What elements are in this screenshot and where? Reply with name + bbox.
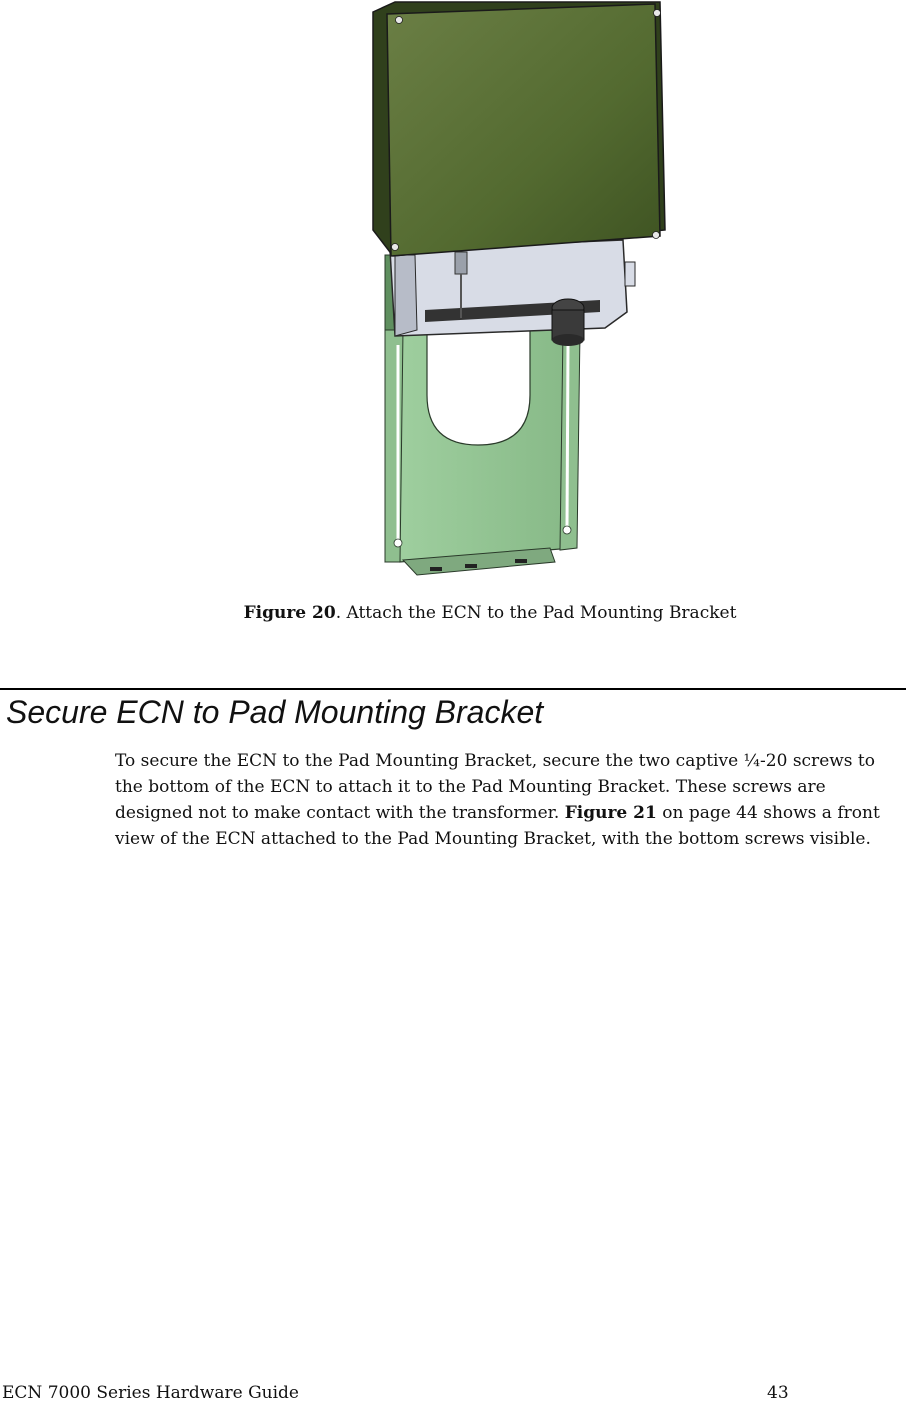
- footer-document-title: ECN 7000 Series Hardware Guide: [2, 1383, 299, 1403]
- ecn-bracket-illustration: [355, 0, 675, 582]
- paragraph-text-1: To secure the ECN to the Pad Mounting Bracket, secure the two captive ¼-20 screws to the bottom of the ECN to attach it to the Pad Mounting Bracket. These screws are designed not to make contact with the transformer.: [115, 751, 875, 823]
- section-divider: [0, 688, 906, 690]
- section-paragraph: [115, 748, 905, 852]
- figure-caption: [0, 603, 906, 623]
- figure-label: Figure 20: [243, 603, 336, 623]
- figure-reference: Figure 21: [564, 803, 657, 823]
- section-heading: Secure ECN to Pad Mounting Bracket: [6, 694, 544, 730]
- figure-caption-text: . Attach the ECN to the Pad Mounting Bracket: [335, 603, 737, 623]
- paragraph-text-2: on page 44 shows a front view of the ECN attached to the Pad Mounting Bracket, with the bottom screws visible.: [115, 803, 880, 849]
- ecn-bracket-figure: [355, 0, 675, 582]
- footer-page-number: 43: [767, 1383, 789, 1403]
- enclosure-lid: [387, 4, 660, 256]
